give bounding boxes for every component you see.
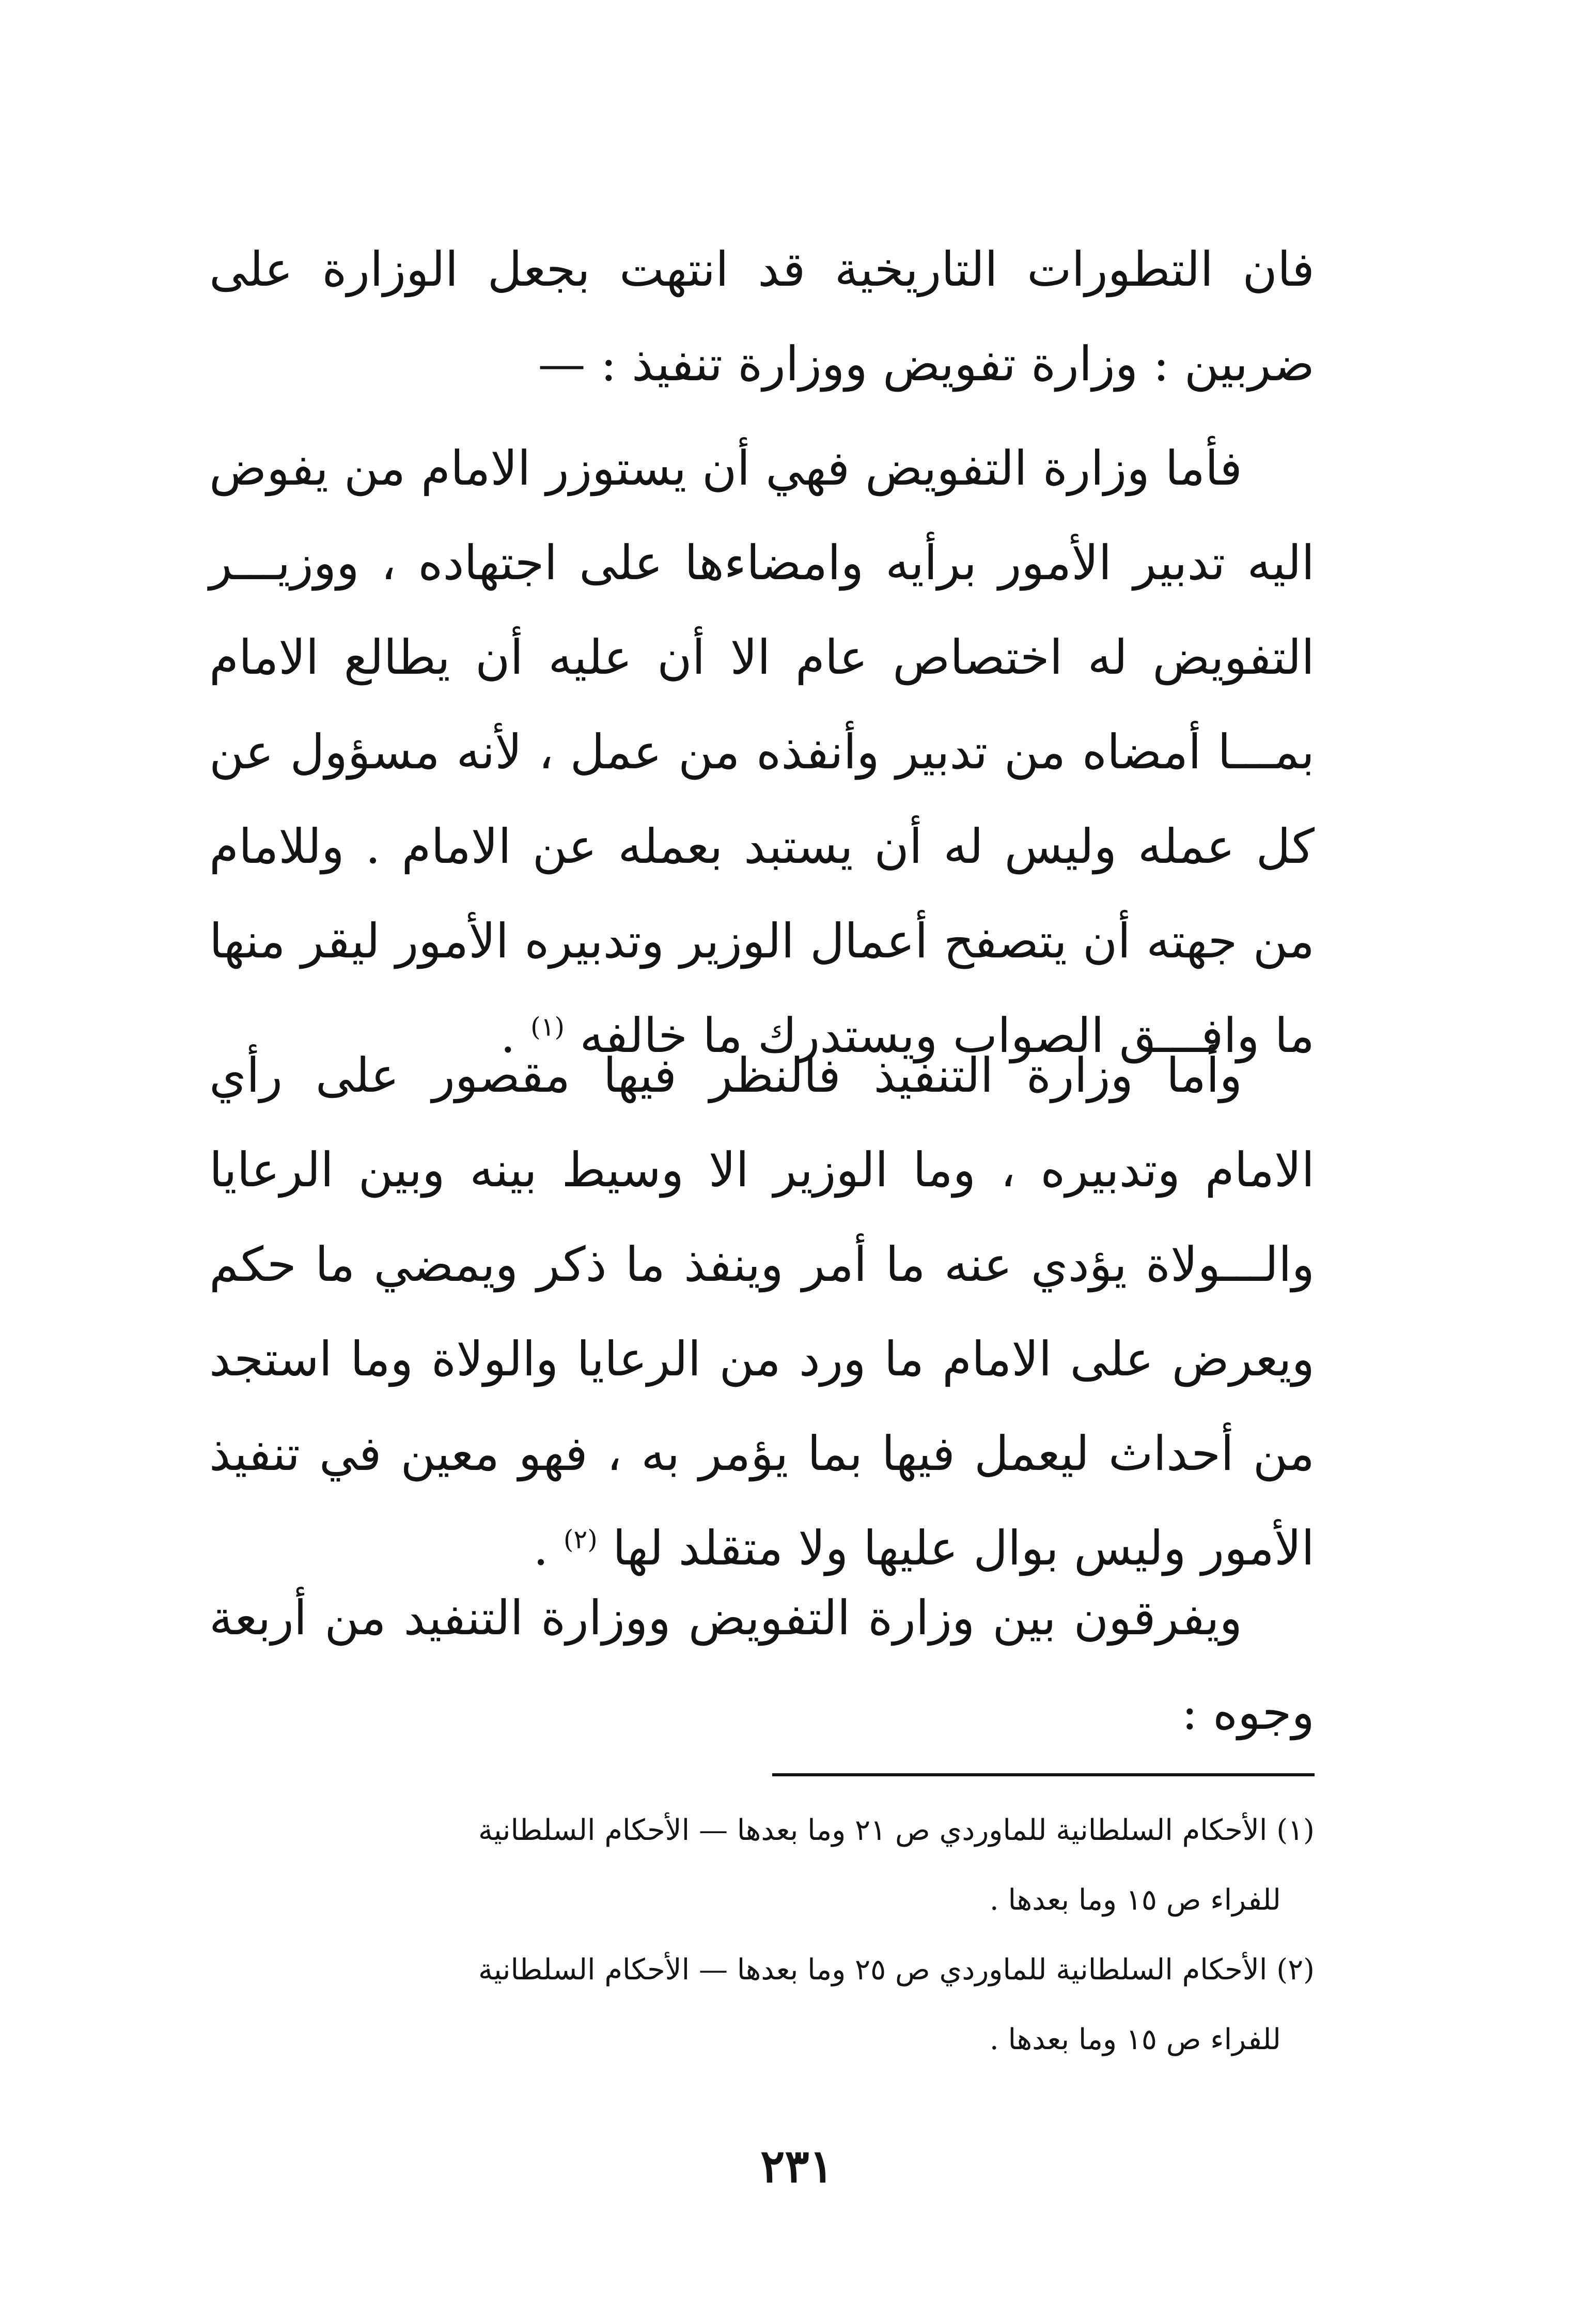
footnote-1-line1 <box>209 1795 1315 1865</box>
footnote-1-line2: للفراء ص ١٥ وما بعدها . <box>989 1883 1281 1917</box>
footnote-2 <box>209 1935 1315 2074</box>
paragraph-tafwid-text: فأما وزارة التفويض فهي أن يستوزر الامام من يفوض اليه تدبير الأمور برأيه وامضاءها على اجتهاده ، ووزيـــر التفويض له اختصاص عام الا أن عليه أن يطالع الامام بمـــا أمضاه من تدبير وأنفذه من عمل ، لأنه مسؤول عن كل عمله وليس له أن يستبد بعمله عن الامام . وللامام من جهته أن يتصفح أعمال الوزير وتدبيره الأمور ليقر منها ما وافـــق الصواب ويستدرك ما خالفه <box>209 441 1315 1063</box>
paragraph-intro <box>209 222 1315 411</box>
footnote-1-text: الأحكام السلطانية للماوردي ص ٢١ وما بعدها — الأحكام السلطانية <box>478 1814 1268 1847</box>
paragraph-tafwid-end: . <box>500 1008 515 1063</box>
footnotes <box>209 1795 1315 2074</box>
paragraph-tanfidh <box>209 1028 1315 1595</box>
paragraph-differences-text: ويفرقون بين وزارة التفويض ووزارة التنفيد من أربعة وجوه : <box>209 1590 1315 1740</box>
footnote-2-marker: (٢) <box>1276 1953 1315 1987</box>
paragraph-intro-text: فان التطورات التاريخية قد انتهت بجعل الوزارة على ضربين : وزارة تفويض ووزارة تنفيذ : — <box>209 242 1315 392</box>
footnote-2-line2: للفراء ص ١٥ وما بعدها . <box>989 2023 1281 2056</box>
footnote-2-line1 <box>209 1935 1315 2005</box>
paragraph-tanfidh-text: وأما وزارة التنفيذ فالنظر فيها مقصور على رأي الامام وتدبيره ، وما الوزير الا وسيط بينه وبين الرعايا والـــولاة يؤدي عنه ما أمر وينفذ ما ذكر ويمضي ما حكم ويعرض على الامام ما ورد من الرعايا والولاة وما استجد من أحداث ليعمل فيها بما يؤمر به ، فهو معين في تنفيذ الأمور وليس بوال عليها ولا متقلد لها <box>209 1048 1315 1576</box>
paragraph-tanfidh-end: . <box>533 1521 549 1576</box>
page-number: ٢٣١ <box>760 2139 834 2193</box>
footnote-1-marker: (١) <box>1276 1814 1315 1847</box>
footnote-separator <box>772 1773 1315 1776</box>
footnote-1 <box>209 1795 1315 1935</box>
footnote-reference-1: (١) <box>530 1012 565 1042</box>
footnote-reference-2: (٢) <box>563 1524 598 1555</box>
footnote-2-text: الأحكام السلطانية للماوردي ص ٢٥ وما بعدها — الأحكام السلطانية <box>478 1953 1268 1987</box>
paragraph-differences <box>209 1571 1315 1760</box>
paragraph-tafwid <box>209 421 1315 1083</box>
